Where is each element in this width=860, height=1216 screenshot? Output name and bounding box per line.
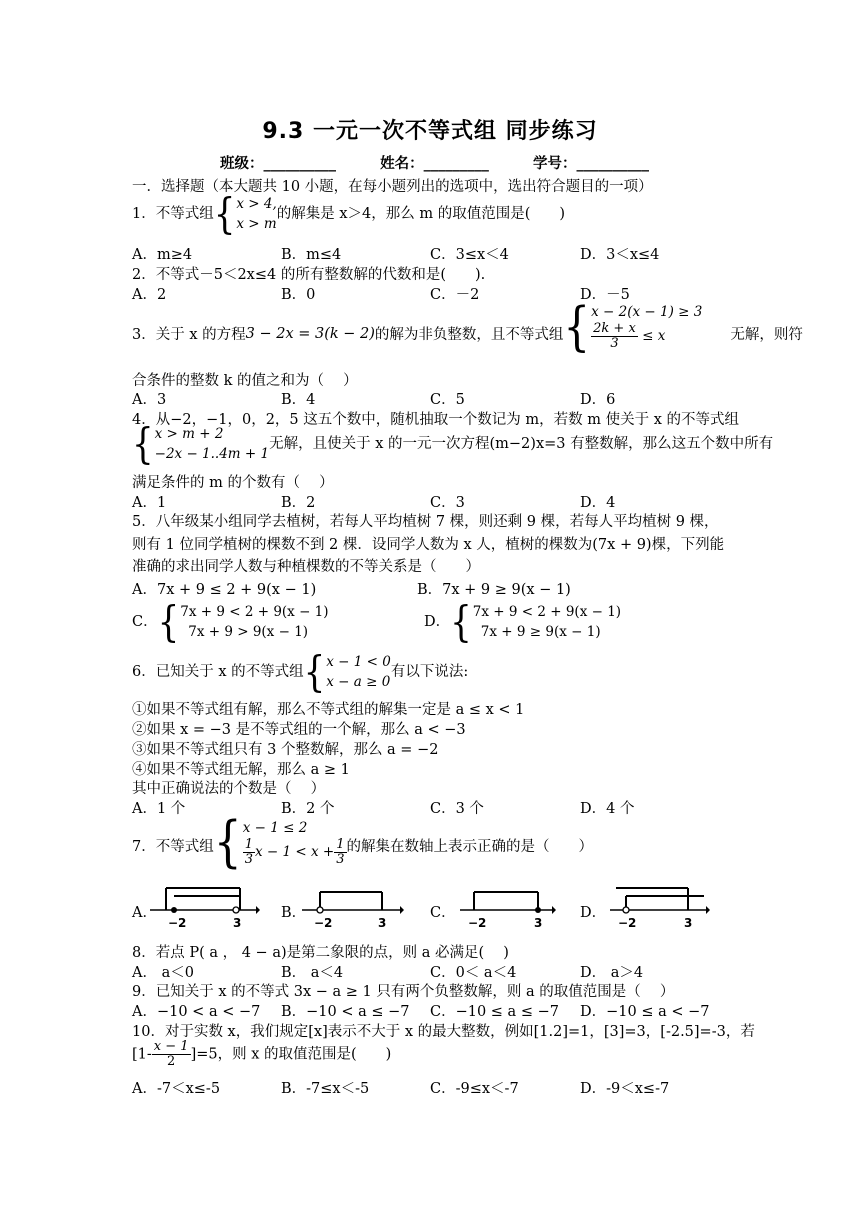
q10-frac-denominator: 2 <box>167 1054 176 1069</box>
q6-option-a[interactable]: A．1 个 <box>132 801 186 817</box>
q6-inequality-1: x − 1 < 0 <box>326 654 391 670</box>
q9-option-c[interactable]: C．−10 ≤ a ≤ −7 <box>430 1004 559 1020</box>
q7-suffix: 的解集在数轴上表示正确的是（ ） <box>346 839 594 855</box>
question-2: 2．不等式－5＜2x≤4 的所有整数解的代数和是( ). <box>132 267 486 283</box>
q4-inequality-1: x > m + 2 <box>154 426 224 442</box>
q7-inequality-2-mid: x − 1 < x + <box>255 844 335 860</box>
q3-inequality-2-tail: ≤ x <box>642 328 666 344</box>
page-title: 9.3 一元一次不等式组 同步练习 <box>262 119 598 144</box>
q6-option-c[interactable]: C．3 个 <box>430 801 484 817</box>
q5-option-d-label: D． <box>424 614 451 630</box>
q7-d-tick-left: −2 <box>618 916 637 930</box>
q8-option-c[interactable]: C．0＜ a＜4 <box>430 965 517 981</box>
brace-symbol: { <box>303 647 326 697</box>
q2-option-d[interactable]: D．－5 <box>580 287 630 303</box>
q1-option-d[interactable]: D．3＜x≤4 <box>580 247 660 263</box>
q6-inequality-2: x − a ≥ 0 <box>326 674 391 690</box>
q5-line-2: 则有 1 位同学植树的棵数不到 2 棵．设同学人数为 x 人，植树的棵数为(7x + 9)棵，下列能 <box>132 537 725 553</box>
q4-line-3: 满足条件的 m 的个数有（ ） <box>132 475 334 491</box>
q5-option-a[interactable]: A．7x + 9 ≤ 2 + 9(x − 1) <box>132 582 317 598</box>
q7-f2-denominator: 3 <box>336 852 345 867</box>
q4-inequality-2: −2x − 1..4m + 1 <box>154 446 270 462</box>
q10-option-b[interactable]: B．-7≤x＜-5 <box>281 1081 370 1097</box>
q4-option-c[interactable]: C．3 <box>430 495 465 511</box>
q7-number-line-c <box>458 884 558 930</box>
q7-f1-numerator: 1 <box>244 837 254 852</box>
q6-option-d[interactable]: D．4 个 <box>580 801 635 817</box>
q8-option-b[interactable]: B． a＜4 <box>281 965 344 981</box>
q1-inequality-2: x > m <box>236 216 277 232</box>
q9-option-b[interactable]: B．−10 < a ≤ −7 <box>281 1004 410 1020</box>
q4-option-a[interactable]: A．1 <box>132 495 167 511</box>
q7-system <box>243 818 347 867</box>
q5-option-d-system <box>473 602 621 642</box>
q5-d-inequality-1: 7x + 9 < 2 + 9(x − 1) <box>472 604 622 620</box>
q3-line-2: 合条件的整数 k 的值之和为（ ） <box>132 373 358 389</box>
q1-system <box>236 194 276 234</box>
q3-option-a[interactable]: A．3 <box>132 392 167 408</box>
q1-option-c[interactable]: C．3≤x＜4 <box>430 247 509 263</box>
q6-statement-3: ③如果不等式组只有 3 个整数解，那么 a = −2 <box>132 742 439 758</box>
q1-inequality-1: x > 4, <box>236 196 277 212</box>
q3-frac-denominator: 3 <box>610 336 619 351</box>
brace-symbol: { <box>213 810 242 874</box>
q6-suffix: 有以下说法: <box>390 664 469 680</box>
q7-option-d[interactable] <box>580 901 606 922</box>
q7-option-b-label: B． <box>281 905 307 921</box>
q7-option-a-label: A． <box>132 905 157 921</box>
q7-c-tick-right: 3 <box>534 916 543 930</box>
q4-option-d[interactable]: D．4 <box>580 495 616 511</box>
class-field-label: 班级：__________ <box>220 156 336 172</box>
q3-equation: 3 − 2x = 3(k − 2) <box>245 325 375 342</box>
q10-option-d[interactable]: D．-9＜x≤-7 <box>580 1081 670 1097</box>
q5-d-inequality-2: 7x + 9 ≥ 9(x − 1) <box>480 624 601 640</box>
q10-line-2 <box>132 1040 391 1069</box>
q1-option-b[interactable]: B．m≤4 <box>281 247 342 263</box>
q7-a-tick-left: −2 <box>168 916 187 930</box>
q9-option-d[interactable]: D．−10 ≤ a < −7 <box>580 1004 710 1020</box>
q8-option-a[interactable]: A． a＜0 <box>132 965 194 981</box>
q7-number-line-a <box>148 884 260 930</box>
q6-option-b[interactable]: B．2 个 <box>281 801 335 817</box>
q3-suffix: 无解，则符 <box>730 327 803 343</box>
question-6 <box>132 647 469 697</box>
q5-c-inequality-1: 7x + 9 < 2 + 9(x − 1) <box>180 604 329 620</box>
q1-prefix: 1．不等式组 <box>132 206 214 222</box>
q7-number-line-b <box>300 884 406 930</box>
q10-option-c[interactable]: C．-9≤x＜-7 <box>430 1081 519 1097</box>
q6-prefix: 6．已知关于 x 的不等式组 <box>132 664 304 680</box>
q5-option-c-label: C． <box>132 614 158 630</box>
q5-option-b[interactable]: B．7x + 9 ≥ 9(x − 1) <box>417 582 571 598</box>
q8-option-d[interactable]: D． a＞4 <box>580 965 644 981</box>
name-field-label: 姓名：_________ <box>380 156 489 172</box>
question-8: 8．若点 P( a ， 4 − a)是第二象限的点，则 a 必满足( ) <box>132 945 509 961</box>
q7-fraction-1 <box>243 838 255 867</box>
q5-option-d[interactable] <box>424 597 622 647</box>
q5-option-c[interactable] <box>132 597 329 647</box>
q1-suffix: 的解集是 x＞4，那么 m 的取值范围是( ) <box>276 206 566 222</box>
q7-number-line-d <box>608 884 712 930</box>
q7-option-d-label: D． <box>580 905 607 921</box>
q10-fraction <box>152 1040 191 1069</box>
q3-option-d[interactable]: D．6 <box>580 392 616 408</box>
question-9: 9．已知关于 x 的不等式 3x − a ≥ 1 只有两个负整数解，则 a 的取值范围是（ ） <box>132 984 675 1000</box>
question-7 <box>132 810 594 874</box>
question-1 <box>132 189 566 239</box>
q10-pre: [1- <box>132 1046 152 1063</box>
question-10: 10．对于实数 x，我们规定[x]表示不大于 x 的最大整数，例如[1.2]=1，[3]=3，[-2.5]=-3，若 <box>132 1024 755 1040</box>
q10-post: ]=5，则 x 的取值范围是( ) <box>190 1046 392 1063</box>
q6-statement-4: ④如果不等式组无解，那么 a ≥ 1 <box>132 762 350 778</box>
q3-frac-numerator: 2k + x <box>593 321 636 336</box>
q3-fraction <box>591 322 638 351</box>
q7-b-tick-left: −2 <box>314 916 333 930</box>
brace-symbol: { <box>157 597 180 647</box>
question-4: 4．从−2，−1，0，2，5 这五个数中，随机抽取一个数记为 m，若数 m 使关于 x 的不等式组 <box>132 412 739 428</box>
student-info-row <box>220 152 649 173</box>
q7-d-tick-right: 3 <box>684 916 693 930</box>
q7-prefix: 7．不等式组 <box>132 839 214 855</box>
q5-option-c-system <box>180 602 328 642</box>
q7-option-c[interactable] <box>430 901 456 922</box>
q7-b-tick-right: 3 <box>378 916 387 930</box>
q5-line-3: 准确的求出同学人数与种植棵数的不等关系是（ ） <box>132 559 480 575</box>
brace-symbol: { <box>132 419 154 469</box>
q7-f2-numerator: 1 <box>336 837 345 852</box>
brace-symbol: { <box>563 295 591 357</box>
q7-f1-denominator: 3 <box>244 852 254 867</box>
q2-option-c[interactable]: C．－2 <box>430 287 480 303</box>
q6-statement-1: ①如果不等式组有解，那么不等式组的解集一定是 a ≤ x < 1 <box>132 702 525 718</box>
q1-option-a[interactable]: A．m≥4 <box>132 247 193 263</box>
q3-mid: 的解为非负整数，且不等式组 <box>374 327 564 343</box>
q2-option-b[interactable]: B．0 <box>281 287 316 303</box>
q7-option-c-label: C． <box>430 905 456 921</box>
q7-a-tick-right: 3 <box>233 916 242 930</box>
q4-option-b[interactable]: B．2 <box>281 495 316 511</box>
question-5: 5．八年级某小组同学去植树，若每人平均植树 7 棵，则还剩 9 棵，若每人平均植树 9 棵， <box>132 514 719 530</box>
q4-line-2-text: 无解，且使关于 x 的一元一次方程(m−2)x=3 有整数解，那么这五个数中所有 <box>269 436 774 452</box>
student-id-field-label: 学号：__________ <box>533 156 649 172</box>
brace-symbol: { <box>213 189 236 239</box>
q6-question: 其中正确说法的个数是（ ） <box>132 781 326 797</box>
q3-inequality-1: x − 2(x − 1) ≥ 3 <box>591 304 703 320</box>
q10-frac-numerator: x − 1 <box>153 1039 189 1054</box>
q7-fraction-2 <box>334 838 346 867</box>
brace-symbol: { <box>450 597 472 647</box>
q6-statement-2: ②如果 x = −3 是不等式组的一个解，那么 a < −3 <box>132 722 466 738</box>
q10-option-a[interactable]: A．-7＜x≤-5 <box>132 1081 221 1097</box>
q7-c-tick-left: −2 <box>468 916 487 930</box>
q9-option-a[interactable]: A．−10 < a < −7 <box>132 1004 261 1020</box>
q6-system <box>326 652 391 692</box>
q3-system <box>591 302 702 351</box>
q4-system <box>155 424 269 464</box>
q3-prefix: 3．关于 x 的方程 <box>132 327 246 343</box>
q3-option-c[interactable]: C．5 <box>430 392 465 408</box>
q7-inequality-1: x − 1 ≤ 2 <box>242 820 308 836</box>
q2-option-a[interactable]: A．2 <box>132 287 167 303</box>
section-heading: 一．选择题（本大题共 10 小题，在每小题列出的选项中，选出符合题目的一项） <box>132 179 653 195</box>
q5-c-inequality-2: 7x + 9 > 9(x − 1) <box>188 624 309 640</box>
q3-option-b[interactable]: B．4 <box>281 392 316 408</box>
